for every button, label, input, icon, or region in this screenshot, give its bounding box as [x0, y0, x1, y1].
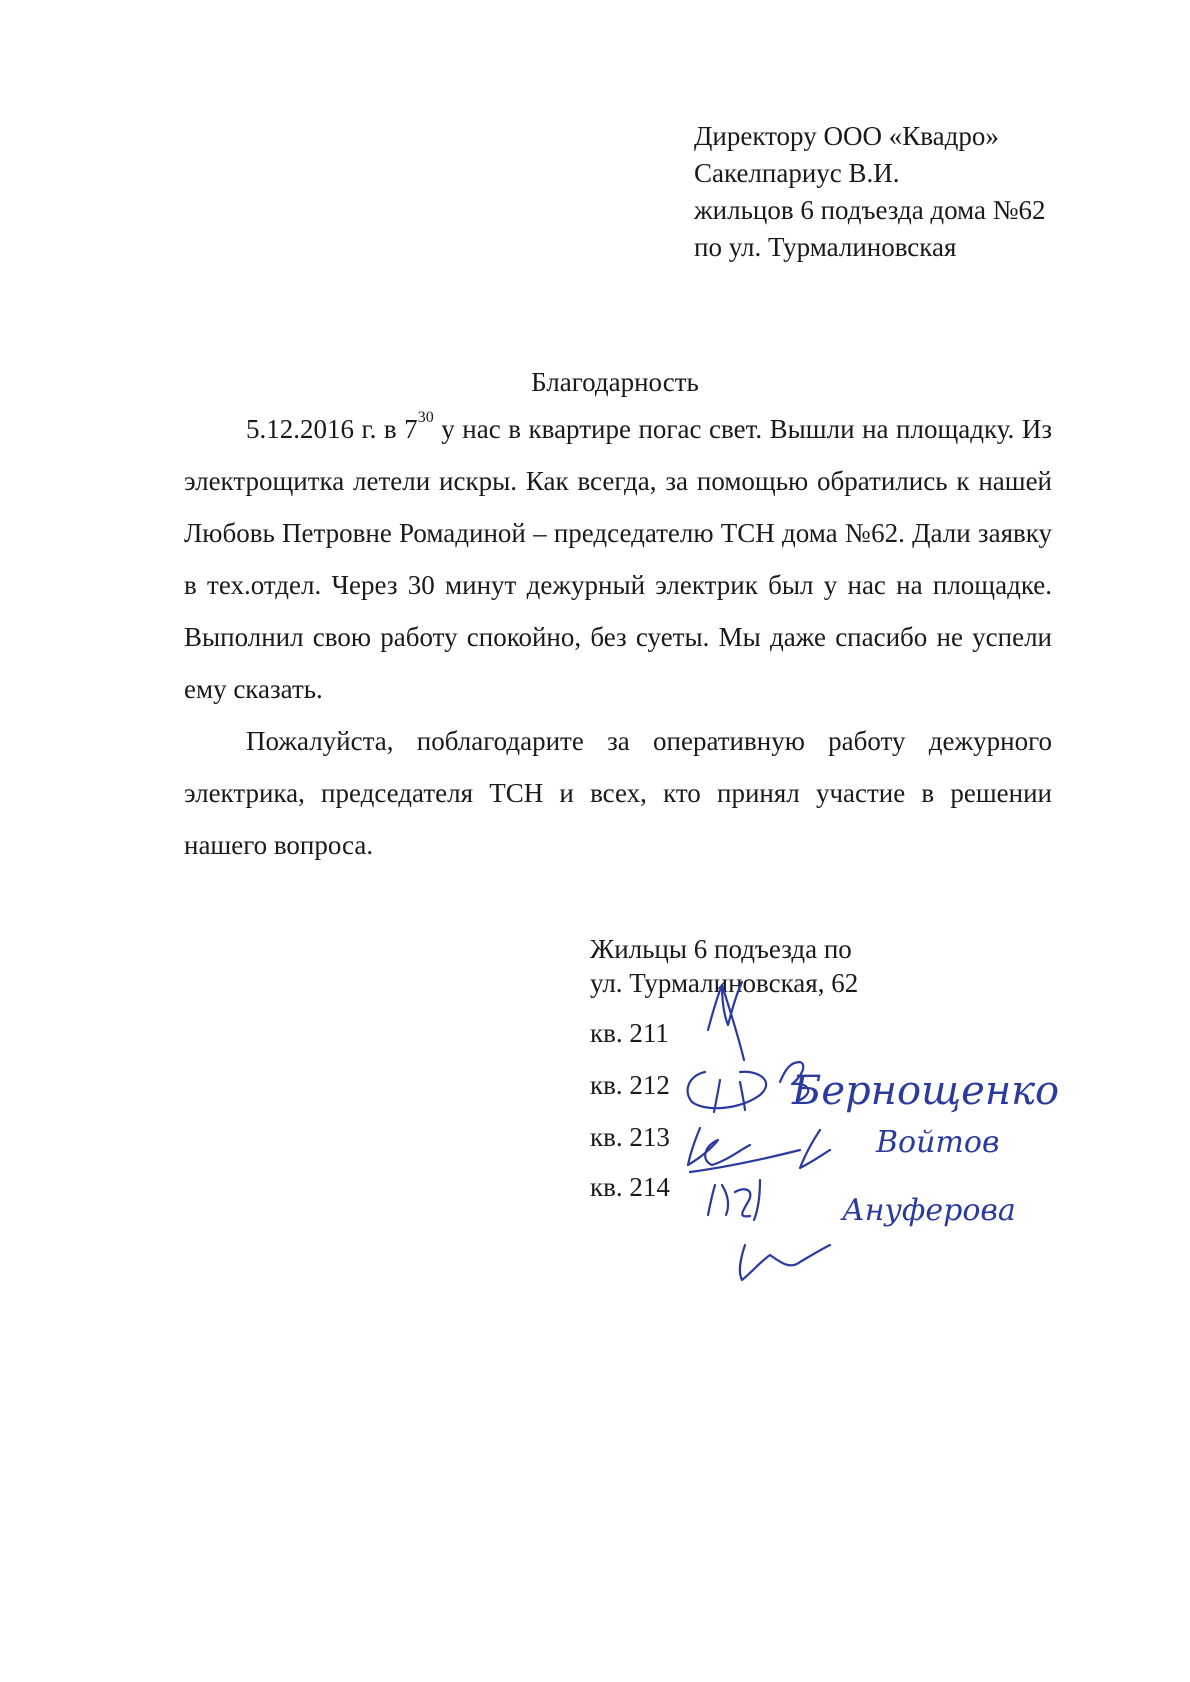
document-title: Благодарность [531, 367, 699, 397]
addressee-director: Директору ООО «Квадро» [694, 121, 999, 151]
apartment-213: кв. 213 [590, 1122, 670, 1152]
signatory-line-2: ул. Турмалиновская, 62 [590, 968, 859, 998]
addressee-from: жильцов 6 подъезда дома №62 [694, 195, 1046, 225]
signature-212 [688, 1062, 809, 1112]
letter-body [184, 403, 1052, 871]
apartment-211: кв. 211 [590, 1018, 669, 1048]
apartment-214: кв. 214 [590, 1172, 670, 1202]
signature-214 [708, 1180, 830, 1280]
signature-212-name: Бернощенко [792, 1068, 1060, 1114]
signature-214-name: Ануферова [842, 1193, 1016, 1228]
paragraph-1 [184, 403, 1052, 715]
time-superscript: 30 [417, 409, 434, 426]
signature-213-name: Войтов [876, 1125, 1000, 1160]
paragraph-1-text: у нас в квартире погас свет. Вышли на площадку. Из электрощитка летели искры. Как всегда, за помощью обратились к нашей Любовь Петровне Ромадиной – председателю ТСН дома №62. Дали заявку в тех.отдел. Через 30 минут дежурный электрик был у нас на площадке. Выполнил свою работу спокойно, без суеты. Мы даже спасибо не успели ему сказать. [184, 414, 1052, 704]
addressee-name: Сакелпариус В.И. [694, 158, 900, 188]
signatory-line-1: Жильцы 6 подъезда по [590, 934, 852, 964]
addressee-block [694, 118, 1046, 266]
signature-213 [688, 1128, 830, 1172]
paragraph-2: Пожалуйста, поблагодарите за оперативную работу дежурного электрика, председателя ТСН и всех, кто принял участие в решении нашего вопроса. [184, 726, 1052, 860]
addressee-street: по ул. Турмалиновская [694, 232, 957, 262]
paragraph-1-date: 5.12.2016 г. в 7 [246, 414, 418, 444]
signatory-block [590, 932, 858, 1000]
apartment-212: кв. 212 [590, 1070, 670, 1100]
